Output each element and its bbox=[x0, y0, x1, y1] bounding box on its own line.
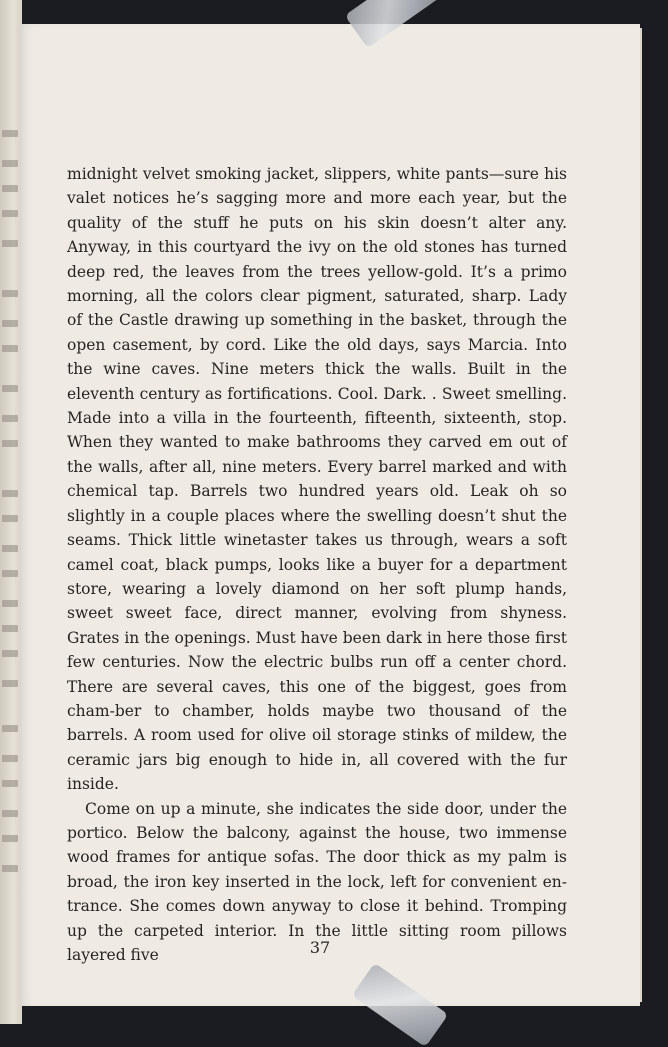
bleed-through-mark bbox=[2, 600, 18, 607]
bleed-through-mark bbox=[2, 810, 18, 817]
bleed-through-mark bbox=[2, 385, 18, 392]
book-page bbox=[20, 24, 640, 1006]
bleed-through-mark bbox=[2, 755, 18, 762]
bleed-through-mark bbox=[2, 130, 18, 137]
page-number: 37 bbox=[309, 938, 331, 957]
bleed-through-mark bbox=[2, 570, 18, 577]
bleed-through-mark bbox=[2, 725, 18, 732]
bleed-through-mark bbox=[2, 680, 18, 687]
bleed-through-mark bbox=[2, 210, 18, 217]
bleed-through-mark bbox=[2, 415, 18, 422]
paragraph: Come on up a minute, she indicates the side door, under the portico. Below the balcony, against the house, two immense wood frames for antique sofas. The door thick as my palm is broad, the iron key inserted in the lock, left for convenient en-trance. She comes down anyway to close it behind. Tromping up the carpeted interior. In the little sitting room pillows layered five bbox=[67, 799, 567, 964]
bleed-through-mark bbox=[2, 545, 18, 552]
bleed-through-mark bbox=[2, 290, 18, 297]
bleed-through-mark bbox=[2, 320, 18, 327]
bleed-through-mark bbox=[2, 160, 18, 167]
bleed-through-mark bbox=[2, 625, 18, 632]
bleed-through-mark bbox=[2, 185, 18, 192]
bleed-through-mark bbox=[2, 240, 18, 247]
body-text bbox=[67, 162, 567, 967]
bleed-through-mark bbox=[2, 345, 18, 352]
bleed-through-mark bbox=[2, 835, 18, 842]
facing-page-edge bbox=[0, 0, 22, 1024]
paragraph: midnight velvet smoking jacket, slippers, white pants—sure his valet notices he’s sagging more and more each year, but the quality of the stuff he puts on his skin doesn’t alter any. Anyway, in this courtyard the ivy on the old stones has turned deep red, the leaves from the trees yellow-gold. It’s a primo morning, all the colors clear pigment, saturated, sharp. Lady of the Castle drawing up something in the basket, through the open casement, by cord. Like the old days, says Marcia. Into the wine caves. Nine meters thick the walls. Built in the eleventh century as fortifications. Cool. Dark. . Sweet smelling. Made into a villa in the fourteenth, fifteenth, sixteenth, stop. When they wanted to make bathrooms they carved em out of the walls, after all, nine meters. Every barrel marked and with chemical tap. Barrels two hundred years old. Leak oh so slightly in a couple places where the swelling doesn’t shut the seams. Thick little winetaster takes us through, wears a soft camel coat, black pumps, looks like a buyer for a department store, wearing a lovely diamond on her soft plump hands, sweet sweet face, direct manner, evolving from shyness. Grates in the openings. Must have been dark in here those first few centuries. Now the electric bulbs run off a center chord. There are several caves, this one of the biggest, goes from cham-ber to chamber, holds maybe two thousand of the barrels. A room used for olive oil storage stinks of mildew, the ceramic jars big enough to hide in, all covered with the fur inside. bbox=[67, 165, 567, 794]
bleed-through-mark bbox=[2, 515, 18, 522]
bleed-through-mark bbox=[2, 865, 18, 872]
bleed-through-mark bbox=[2, 490, 18, 497]
bleed-through-mark bbox=[2, 650, 18, 657]
bleed-through-mark bbox=[2, 440, 18, 447]
bleed-through-mark bbox=[2, 780, 18, 787]
